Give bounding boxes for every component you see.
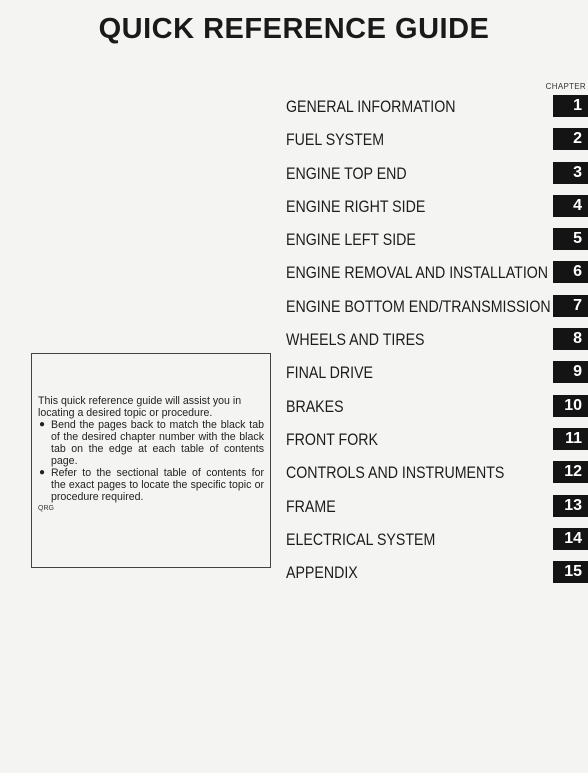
chapter-tab[interactable]: 1: [553, 95, 588, 117]
bullet-icon: ●: [39, 467, 46, 478]
chapter-title[interactable]: APPENDIX: [286, 564, 358, 583]
chapter-row-engine-right-side[interactable]: [286, 190, 588, 223]
chapter-title[interactable]: FRAME: [286, 497, 336, 516]
chapter-tab[interactable]: 8: [553, 328, 588, 350]
chapter-title[interactable]: ENGINE RIGHT SIDE: [286, 197, 426, 216]
chapter-row-engine-bottom-end-transmission[interactable]: [286, 290, 588, 323]
chapter-title[interactable]: ENGINE BOTTOM END/TRANSMISSION: [286, 297, 551, 316]
bullet-icon: ●: [39, 419, 46, 430]
chapter-tab[interactable]: 15: [553, 561, 588, 583]
reference-code: QRG: [38, 505, 54, 512]
chapter-tab[interactable]: 7: [553, 295, 588, 317]
chapter-tab[interactable]: 5: [553, 228, 588, 250]
chapter-column-header: CHAPTER: [545, 82, 586, 91]
chapter-title[interactable]: FUEL SYSTEM: [286, 131, 385, 150]
chapter-tab[interactable]: 3: [553, 162, 588, 184]
chapter-row-appendix[interactable]: [286, 556, 588, 589]
chapter-tab[interactable]: 2: [553, 128, 588, 150]
chapter-title[interactable]: WHEELS AND TIRES: [286, 331, 425, 350]
chapter-tab[interactable]: 6: [553, 261, 588, 283]
chapter-title[interactable]: ENGINE REMOVAL AND INSTALLATION: [286, 264, 549, 283]
chapter-title[interactable]: BRAKES: [286, 397, 344, 416]
chapter-tab[interactable]: 13: [553, 495, 588, 517]
chapter-tab[interactable]: 10: [553, 395, 588, 417]
chapter-row-engine-removal-and-installation[interactable]: [286, 256, 588, 289]
instruction-text: Refer to the sectional table of contents for the exact pages to locate the specific topic or procedure required.: [51, 467, 264, 503]
chapter-title[interactable]: CONTROLS AND INSTRUMENTS: [286, 464, 505, 483]
chapter-title[interactable]: GENERAL INFORMATION: [286, 98, 456, 116]
guide-intro-text: This quick reference guide will assist you in locating a desired topic or procedure.: [38, 395, 242, 419]
chapter-tab[interactable]: 14: [553, 528, 588, 550]
chapter-title[interactable]: FINAL DRIVE: [286, 364, 374, 383]
chapter-row-brakes[interactable]: [286, 390, 588, 423]
chapter-row-electrical-system[interactable]: [286, 523, 588, 556]
chapter-title[interactable]: FRONT FORK: [286, 430, 378, 449]
chapter-row-frame[interactable]: [286, 490, 588, 523]
instruction-item: [38, 419, 264, 467]
instruction-text: Bend the pages back to match the black tab of the desired chapter number with the black tab on the edge at each table of contents page.: [51, 419, 264, 467]
chapter-row-general-information[interactable]: [286, 90, 588, 123]
chapter-row-fuel-system[interactable]: [286, 123, 588, 156]
chapter-title[interactable]: ENGINE LEFT SIDE: [286, 231, 416, 250]
chapter-row-controls-and-instruments[interactable]: [286, 456, 588, 489]
guide-instructions-list: [38, 419, 264, 503]
chapter-row-wheels-and-tires[interactable]: [286, 323, 588, 356]
guide-instructions-box: [31, 353, 271, 568]
chapter-title[interactable]: ELECTRICAL SYSTEM: [286, 530, 436, 549]
chapter-row-front-fork[interactable]: [286, 423, 588, 456]
chapter-tab[interactable]: 12: [553, 461, 588, 483]
chapter-row-engine-left-side[interactable]: [286, 223, 588, 256]
chapter-tab[interactable]: 4: [553, 195, 588, 217]
chapter-tab[interactable]: 11: [553, 428, 588, 450]
chapter-title[interactable]: ENGINE TOP END: [286, 164, 407, 183]
page-title: QUICK REFERENCE GUIDE: [98, 13, 490, 45]
chapter-tab[interactable]: 9: [553, 361, 588, 383]
chapter-row-final-drive[interactable]: [286, 356, 588, 389]
chapter-list: [286, 90, 588, 589]
chapter-row-engine-top-end[interactable]: [286, 157, 588, 190]
instruction-item: [38, 467, 264, 503]
